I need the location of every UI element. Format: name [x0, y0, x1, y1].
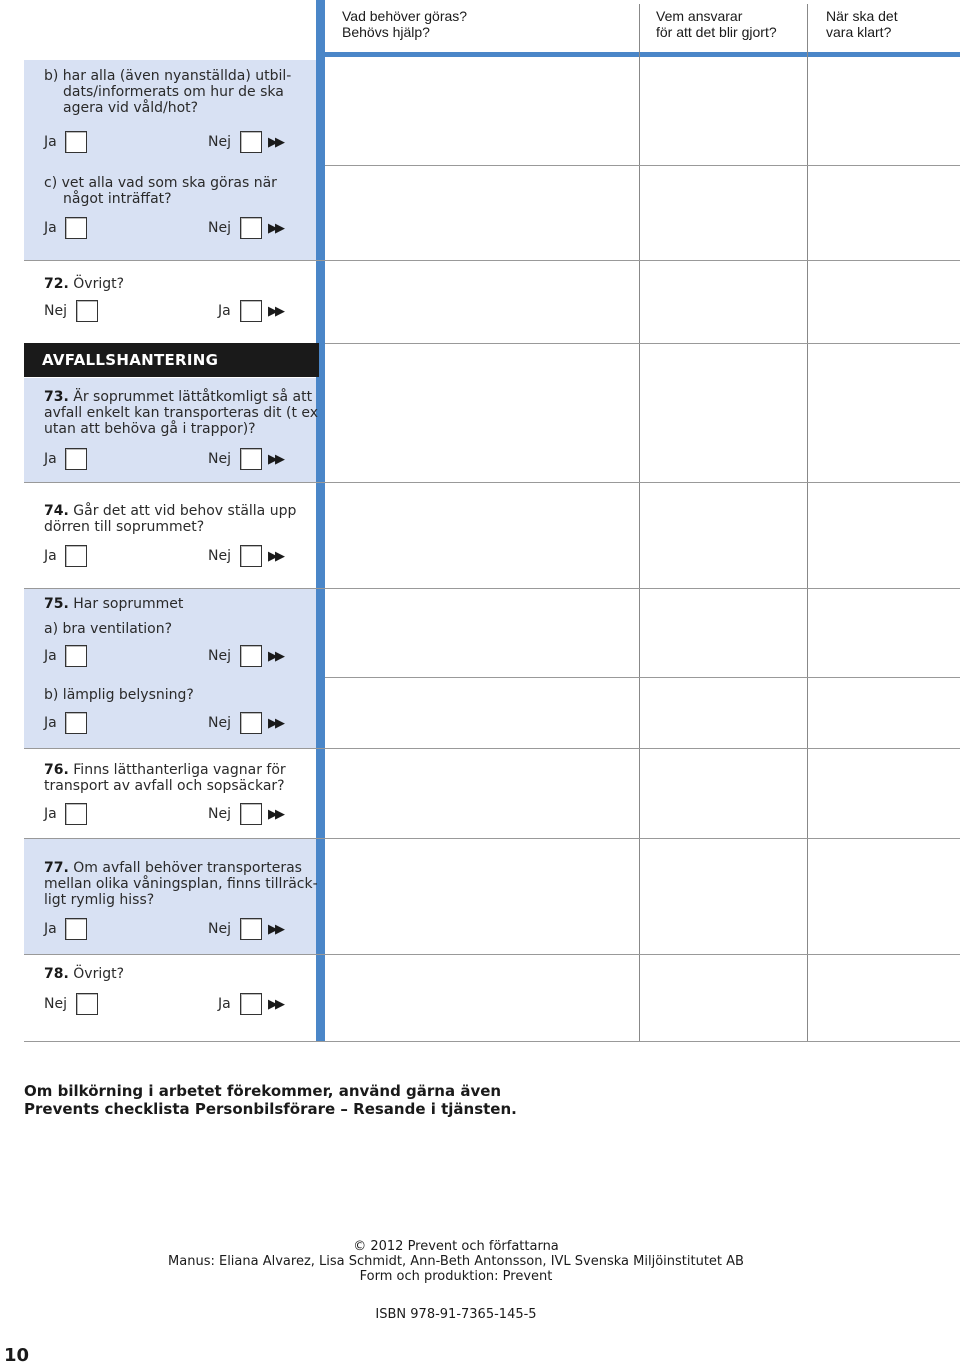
option-label: Ja — [44, 715, 57, 731]
option-label: Nej — [208, 134, 231, 150]
question-73: 73. Är soprummet lättåtkomligt så att avfall enkelt kan transporteras dit (t ex utan att behöva gå i trappor)? — [44, 389, 319, 437]
arrow-icon: ▶▶ — [268, 716, 282, 731]
checkbox-nej[interactable] — [240, 545, 262, 567]
row-line — [24, 954, 960, 955]
arrow-icon: ▶▶ — [268, 452, 282, 467]
isbn: ISBN 978-91-7365-145-5 — [375, 1307, 537, 1322]
checkbox-ja[interactable] — [65, 645, 87, 667]
question-72: 72. Övrigt? — [44, 276, 125, 292]
arrow-icon: ▶▶ — [268, 549, 282, 564]
authors: Manus: Eliana Alvarez, Lisa Schmidt, Ann-Beth Antonsson, IVL Svenska Miljöinstitutet AB — [168, 1254, 744, 1269]
option-label: Ja — [44, 806, 57, 822]
checkbox-ja[interactable] — [65, 918, 87, 940]
row-line — [24, 748, 960, 749]
footer — [150, 1239, 762, 1284]
option-label: Nej — [208, 715, 231, 731]
question-71b: b) har alla (även nyanställda) utbil- dats/informerats om hur de ska agera vid våld/hot? — [44, 68, 292, 116]
checkbox-ja[interactable] — [65, 131, 87, 153]
header-col-3: När ska det vara klart? — [826, 8, 898, 40]
option-label: Ja — [218, 303, 231, 319]
option-label: Ja — [218, 996, 231, 1012]
arrow-icon: ▶▶ — [268, 997, 282, 1012]
row-line — [24, 838, 960, 839]
checkbox-ja[interactable] — [240, 300, 262, 322]
checkbox-ja[interactable] — [65, 712, 87, 734]
section-title: AVFALLSHANTERING — [24, 343, 319, 377]
page-number: 10 — [4, 1345, 30, 1366]
checkbox-ja[interactable] — [65, 217, 87, 239]
question-75: 75. Har soprummet — [44, 596, 184, 612]
checkbox-nej[interactable] — [240, 217, 262, 239]
question-71c: c) vet alla vad som ska göras när något inträffat? — [44, 175, 277, 207]
copyright: © 2012 Prevent och författarna — [353, 1239, 559, 1254]
option-label: Ja — [44, 134, 57, 150]
question-75a: a) bra ventilation? — [44, 621, 173, 637]
question-74: 74. Går det att vid behov ställa upp dörren till soprummet? — [44, 503, 297, 535]
checkbox-nej[interactable] — [240, 131, 262, 153]
question-75b: b) lämplig belysning? — [44, 687, 194, 703]
checkbox-nej[interactable] — [240, 803, 262, 825]
note-text: Om bilkörning i arbetet förekommer, använd gärna även Prevents checklista Personbilsförare – Resande i tjänsten. — [24, 1082, 517, 1118]
col-line-3 — [807, 4, 808, 1042]
checkbox-ja[interactable] — [65, 545, 87, 567]
option-label: Ja — [44, 220, 57, 236]
option-label: Nej — [44, 303, 67, 319]
arrow-icon: ▶▶ — [268, 649, 282, 664]
row-line — [24, 260, 960, 261]
header-bar — [316, 52, 960, 57]
option-label: Ja — [44, 648, 57, 664]
checkbox-nej[interactable] — [240, 645, 262, 667]
option-label: Nej — [208, 806, 231, 822]
checkbox-ja[interactable] — [240, 993, 262, 1015]
option-label: Nej — [208, 921, 231, 937]
row-line — [24, 588, 960, 589]
option-label: Nej — [208, 451, 231, 467]
checkbox-nej[interactable] — [240, 918, 262, 940]
arrow-icon: ▶▶ — [268, 135, 282, 150]
col-line-2 — [639, 4, 640, 1042]
row-line — [24, 1041, 960, 1042]
header-col-1: Vad behöver göras? Behövs hjälp? — [342, 8, 468, 40]
arrow-icon: ▶▶ — [268, 922, 282, 937]
checkbox-nej[interactable] — [240, 448, 262, 470]
question-77: 77. Om avfall behöver transporteras mellan olika våningsplan, finns tillräck- ligt rymlig hiss? — [44, 860, 318, 908]
checkbox-nej[interactable] — [76, 993, 98, 1015]
arrow-icon: ▶▶ — [268, 221, 282, 236]
row-line — [325, 677, 960, 678]
question-76: 76. Finns lätthanterliga vagnar för transport av avfall och sopsäckar? — [44, 762, 286, 794]
production: Form och produktion: Prevent — [359, 1269, 553, 1284]
arrow-icon: ▶▶ — [268, 304, 282, 319]
checkbox-ja[interactable] — [65, 448, 87, 470]
row-line — [325, 165, 960, 166]
option-label: Ja — [44, 921, 57, 937]
option-label: Ja — [44, 451, 57, 467]
option-label: Nej — [208, 648, 231, 664]
checkbox-ja[interactable] — [65, 803, 87, 825]
option-label: Nej — [208, 220, 231, 236]
header-col-2: Vem ansvarar för att det blir gjort? — [656, 8, 777, 40]
option-label: Nej — [44, 996, 67, 1012]
question-78: 78. Övrigt? — [44, 966, 125, 982]
row-line — [24, 482, 960, 483]
option-label: Nej — [208, 548, 231, 564]
row-line — [325, 343, 960, 344]
checkbox-nej[interactable] — [240, 712, 262, 734]
option-label: Ja — [44, 548, 57, 564]
checkbox-nej[interactable] — [76, 300, 98, 322]
arrow-icon: ▶▶ — [268, 807, 282, 822]
